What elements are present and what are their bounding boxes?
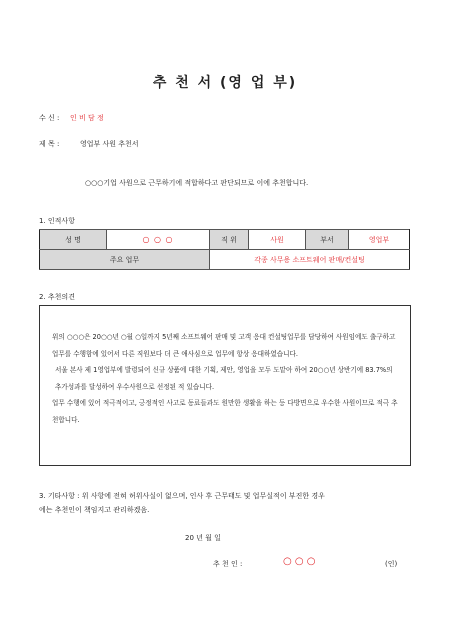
dept-value: 영업부: [349, 230, 410, 250]
duty-label: 주요 업무: [40, 250, 210, 270]
signer-label: 추 천 인 :: [213, 560, 243, 568]
name-value: ○ ○ ○: [107, 230, 210, 250]
section-opinion-heading: 2. 추천의견: [39, 293, 75, 301]
position-value: 사원: [249, 230, 306, 250]
section-other-line-2: 에는 추천인이 책임지고 관리하겠음.: [39, 506, 150, 514]
date-line: 20 년 월 일: [185, 534, 221, 542]
recipient-label: 수 신 :: [39, 114, 60, 122]
opinion-box: [39, 305, 411, 466]
name-label: 성 명: [40, 230, 107, 250]
subject-value: 영업부 사원 추천서: [80, 140, 139, 148]
intro-text: ○○○기업 사원으로 근무하기에 적합하다고 판단되므로 이에 추천합니다.: [85, 179, 309, 187]
dept-label: 부서: [306, 230, 349, 250]
document-title: 추 천 서 (영 업 부): [152, 75, 298, 91]
seal-mark: (인): [385, 560, 398, 568]
opinion-paragraph-3: 업무 수행에 있어 적극적이고, 긍정적인 사고로 동료들과도 원만한 생활을 하는 등 다방면으로 우수한 사원이므로 적극 추천합니다.: [52, 399, 398, 424]
signer-value: ○ ○ ○: [283, 556, 316, 567]
subject-label: 제 목 :: [39, 140, 60, 148]
recipient-value: 인 비 담 정: [70, 114, 104, 122]
opinion-text: [52, 329, 398, 429]
section-other-line-1: 3. 기타사항 : 위 사항에 전혀 허위사실이 없으며, 인사 후 근무태도 및 업무실적이 부진한 경우: [39, 492, 325, 500]
duty-value: 각종 사무용 소프트웨어 판매/컨설팅: [210, 250, 410, 270]
opinion-paragraph-2: 서울 본사 제 1영업부에 발령되어 신규 상품에 대한 기획, 제안, 영업을 모두 도맡아 하여 20○○년 상반기에 83.7%의 추가성과를 달성하여 우수사원으로 선정된 적 있습니다.: [55, 366, 393, 391]
opinion-paragraph-1: 위의 ○○○은 20○○년 ○월 ○일까지 5년째 소프트웨어 판매 및 고객 응대 컨설팅업무를 담당하여 사원임에도 출구하고 업무를 수행함에 있어서 다른 직원보다 더 큰 애사심으로 업무에 항상 응대하였습니다.: [52, 333, 396, 358]
position-label: 직 위: [210, 230, 249, 250]
personal-info-table: [39, 229, 410, 270]
section-personal-info-heading: 1. 인적사항: [39, 217, 75, 225]
